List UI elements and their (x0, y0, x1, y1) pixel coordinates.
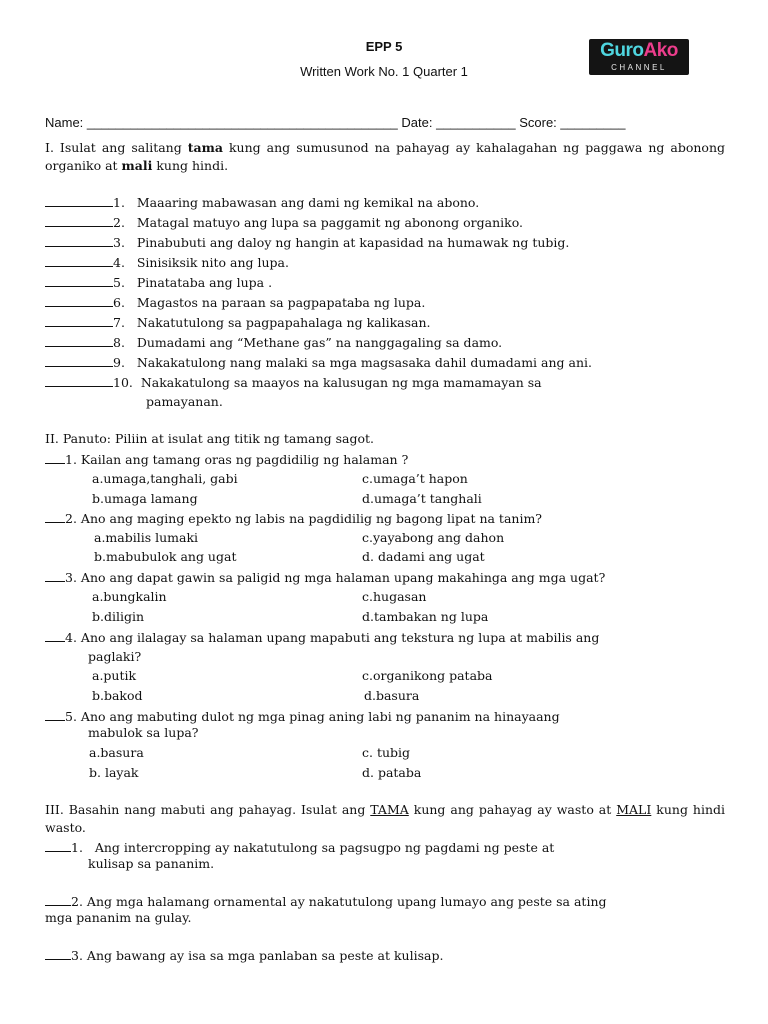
choice-b: b.diligin (92, 609, 145, 624)
section1-item: 8. Dumadami ang “Methane gas” na nanggagaling sa damo. (45, 334, 502, 350)
logo-wordmark: GuroAko (600, 40, 678, 61)
section3-item-continuation: mga pananim na gulay. (45, 910, 192, 925)
choice-a: a.basura (89, 745, 144, 760)
question-continuation: mabulok sa lupa? (88, 725, 199, 740)
document-subtitle: Written Work No. 1 Quarter 1 (300, 64, 468, 79)
section3-item: 2. Ang mga halamang ornamental ay nakatutulong upang lumayo ang peste sa ating (45, 893, 607, 909)
choice-b: b.mabubulok ang ugat (94, 549, 237, 564)
section1-item: 5. Pinatataba ang lupa . (45, 274, 272, 290)
answer-blank[interactable] (45, 254, 113, 267)
section1-item: 9. Nakakatulong nang malaki sa mga magsasaka dahil dumadami ang ani. (45, 354, 592, 370)
answer-blank[interactable] (45, 354, 113, 367)
choice-b: b. layak (89, 765, 139, 780)
choice-a: a.bungkalin (92, 589, 167, 604)
section3-item: 3. Ang bawang ay isa sa mga panlaban sa peste at kulisap. (45, 947, 443, 963)
choice-c: c.umaga’t hapon (362, 471, 468, 486)
choice-d: d.tambakan ng lupa (362, 609, 489, 624)
logo-channel-label: CHANNEL (611, 63, 667, 72)
choice-d: d. dadami ang ugat (362, 549, 485, 564)
section1-instructions: I. Isulat ang salitang tama kung ang sumusunod na pahayag ay kahalagahan ng paggawa ng abonong organiko at mali kung hindi. (45, 140, 726, 173)
choice-c: c.yayabong ang dahon (362, 530, 505, 545)
section3-item-continuation: kulisap sa pananim. (88, 856, 215, 871)
choice-b: b.umaga lamang (92, 491, 198, 506)
answer-blank[interactable] (45, 569, 65, 582)
question-continuation: paglaki? (88, 649, 142, 664)
answer-blank[interactable] (45, 294, 113, 307)
choice-a: a.mabilis lumaki (94, 530, 199, 545)
answer-blank[interactable] (45, 194, 113, 207)
choice-c: c. tubig (362, 745, 411, 760)
choice-a: a.putik (92, 668, 137, 683)
choice-c: c.organikong pataba (362, 668, 493, 683)
student-info-line: Name: ___________________________________________ Date: ___________ Score: _________ (45, 115, 626, 130)
document-title: EPP 5 (365, 39, 403, 54)
choice-a: a.umaga,tanghali, gabi (92, 471, 238, 486)
section2-question: 4. Ano ang ilalagay sa halaman upang mapabuti ang tekstura ng lupa at mabilis ang (45, 629, 599, 645)
answer-blank[interactable] (45, 451, 65, 464)
answer-blank[interactable] (45, 947, 71, 960)
section3-instructions: III. Basahin nang mabuti ang pahayag. Isulat ang TAMA kung ang pahayag ay wasto at MALI kung hindi wasto. (45, 802, 725, 835)
section1-item: 3. Pinabubuti ang daloy ng hangin at kapasidad na humawak ng tubig. (45, 234, 569, 250)
answer-blank[interactable] (45, 893, 71, 906)
answer-blank[interactable] (45, 234, 113, 247)
section1-item: 2. Matagal matuyo ang lupa sa paggamit ng abonong organiko. (45, 214, 523, 230)
answer-blank[interactable] (45, 214, 113, 227)
choice-d: d. pataba (362, 765, 422, 780)
answer-blank[interactable] (45, 629, 65, 642)
answer-blank[interactable] (45, 334, 113, 347)
answer-blank[interactable] (45, 510, 65, 523)
section1-item: 7. Nakatutulong sa pagpapahalaga ng kalikasan. (45, 314, 431, 330)
section2-question: 2. Ano ang maging epekto ng labis na pagdidilig ng bagong lipat na tanim? (45, 510, 542, 526)
choice-d: d.basura (364, 688, 420, 703)
section1-item: 4. Sinisiksik nito ang lupa. (45, 254, 289, 270)
choice-c: c.hugasan (362, 589, 427, 604)
choice-d: d.umaga’t tanghali (362, 491, 482, 506)
answer-blank[interactable] (45, 708, 65, 721)
guroako-logo (589, 39, 689, 75)
section1-item: 6. Magastos na paraan sa pagpapataba ng lupa. (45, 294, 425, 310)
section2-question: 3. Ano ang dapat gawin sa paligid ng mga halaman upang makahinga ang mga ugat? (45, 569, 605, 585)
answer-blank[interactable] (45, 374, 113, 387)
section1-item: 1. Maaaring mabawasan ang dami ng kemikal na abono. (45, 194, 479, 210)
section2-instructions: II. Panuto: Piliin at isulat ang titik ng tamang sagot. (45, 431, 375, 446)
answer-blank[interactable] (45, 839, 71, 852)
section3-item: 1. Ang intercropping ay nakatutulong sa pagsugpo ng pagdami ng peste at (45, 839, 554, 855)
answer-blank[interactable] (45, 274, 113, 287)
section1-item: 10. Nakakatulong sa maayos na kalusugan ng mga mamamayan sa (45, 374, 542, 390)
answer-blank[interactable] (45, 314, 113, 327)
choice-b: b.bakod (92, 688, 143, 703)
section1-item10-continuation: pamayanan. (146, 394, 223, 409)
section2-question: 1. Kailan ang tamang oras ng pagdidilig ng halaman ? (45, 451, 408, 467)
section2-question: 5. Ano ang mabuting dulot ng mga pinag aning labi ng pananim na hinayaang (45, 708, 560, 724)
